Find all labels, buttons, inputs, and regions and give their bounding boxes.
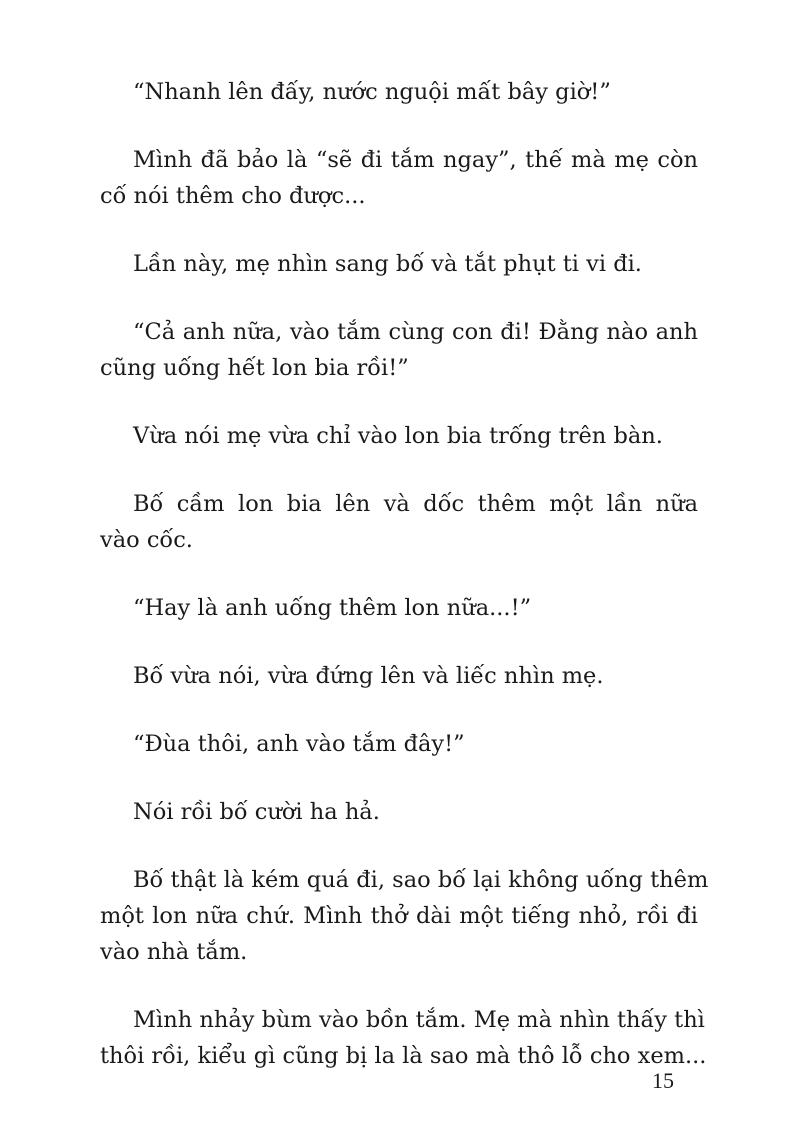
- paragraph: [100, 658, 698, 694]
- paragraph: [100, 590, 698, 626]
- page-number: 15: [652, 1068, 674, 1093]
- text-line: Nói rồi bố cười ha hả.: [133, 799, 380, 825]
- text-line: “Nhanh lên đấy, nước nguội mất bây giờ!”: [133, 79, 611, 105]
- paragraph: [100, 486, 698, 558]
- paragraph: [100, 794, 698, 830]
- text-line: cố nói thêm cho được...: [100, 183, 366, 209]
- text-line: Vừa nói mẹ vừa chỉ vào lon bia trống trên bàn.: [133, 423, 663, 449]
- body-text: [100, 74, 709, 1106]
- paragraph: [100, 1002, 707, 1074]
- text-line: Mình nhảy bùm vào bồn tắm. Mẹ mà nhìn thấy thì: [133, 1007, 705, 1033]
- paragraph: [100, 142, 698, 214]
- paragraph: [100, 418, 698, 454]
- text-line: Lần này, mẹ nhìn sang bố và tắt phụt ti vi đi.: [133, 251, 642, 277]
- paragraph: [100, 862, 709, 970]
- text-line: “Cả anh nữa, vào tắm cùng con đi! Đằng nào anh: [133, 319, 698, 345]
- text-line: vào cốc.: [100, 527, 193, 553]
- paragraph: [100, 74, 698, 110]
- paragraph: [100, 246, 698, 282]
- text-line: “Hay là anh uống thêm lon nữa...!”: [133, 595, 532, 621]
- text-line: Mình đã bảo là “sẽ đi tắm ngay”, thế mà mẹ còn: [133, 147, 698, 173]
- text-line: thôi rồi, kiểu gì cũng bị la là sao mà thô lỗ cho xem...: [100, 1043, 707, 1069]
- text-line: Bố thật là kém quá đi, sao bố lại không uống thêm: [133, 867, 709, 893]
- text-line: một lon nữa chứ. Mình thở dài một tiếng nhỏ, rồi đi: [100, 903, 698, 929]
- text-line: “Đùa thôi, anh vào tắm đây!”: [133, 731, 465, 757]
- paragraph: [100, 314, 698, 386]
- text-line: Bố cầm lon bia lên và dốc thêm một lần nữa: [133, 491, 698, 517]
- text-line: vào nhà tắm.: [100, 939, 248, 965]
- text-line: cũng uống hết lon bia rồi!”: [100, 355, 409, 381]
- text-line: Bố vừa nói, vừa đứng lên và liếc nhìn mẹ.: [133, 663, 604, 689]
- paragraph: [100, 726, 698, 762]
